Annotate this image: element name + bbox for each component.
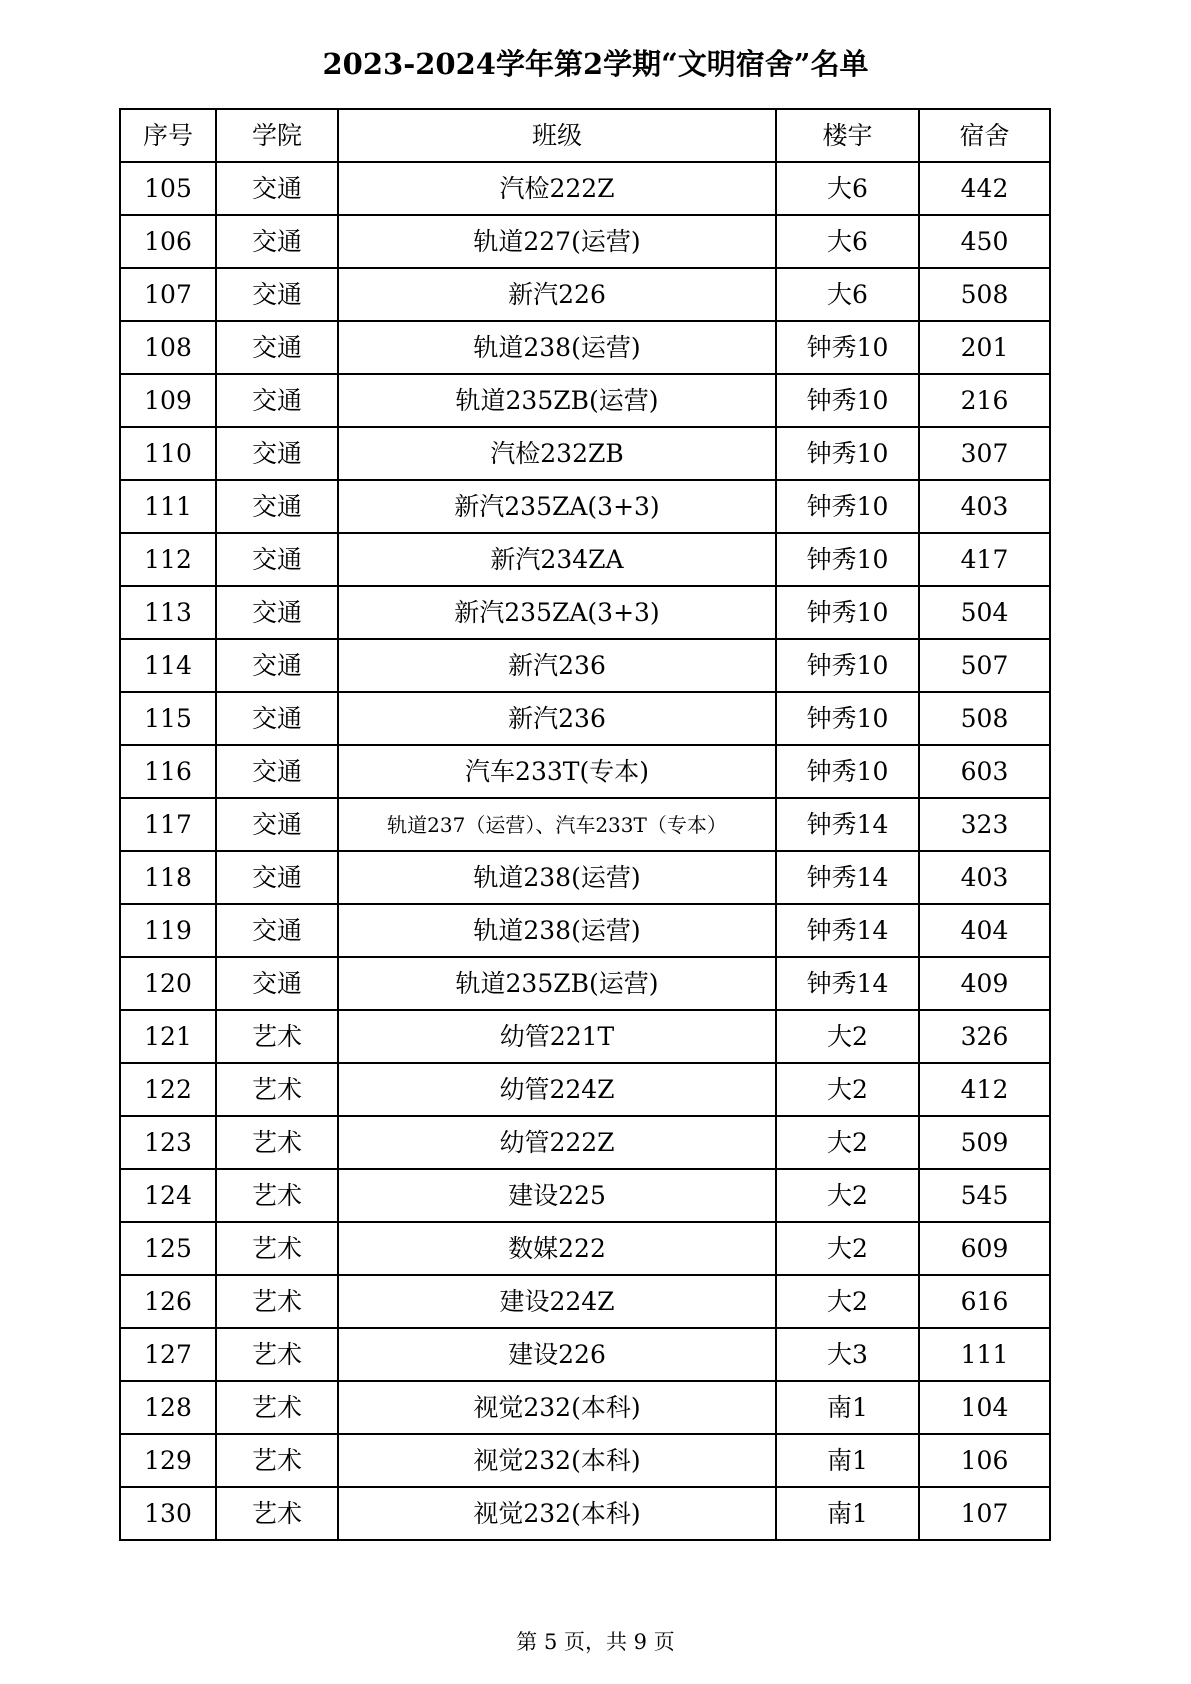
cell-building: 南1 bbox=[776, 1381, 919, 1434]
cell-class: 汽检222Z bbox=[338, 162, 776, 215]
cell-class: 建设226 bbox=[338, 1328, 776, 1381]
table-body bbox=[120, 162, 1050, 1540]
cell-no: 125 bbox=[120, 1222, 216, 1275]
table-row bbox=[120, 215, 1050, 268]
cell-building: 钟秀14 bbox=[776, 957, 919, 1010]
cell-no: 126 bbox=[120, 1275, 216, 1328]
cell-no: 105 bbox=[120, 162, 216, 215]
page-footer: 第 5 页，共 9 页 bbox=[516, 1630, 675, 1654]
cell-college: 交通 bbox=[216, 639, 338, 692]
cell-class: 汽检232ZB bbox=[338, 427, 776, 480]
dormitory-table bbox=[119, 108, 1051, 1541]
cell-room: 104 bbox=[919, 1381, 1050, 1434]
cell-no: 113 bbox=[120, 586, 216, 639]
cell-class: 轨道235ZB(运营) bbox=[338, 957, 776, 1010]
cell-room: 507 bbox=[919, 639, 1050, 692]
cell-no: 111 bbox=[120, 480, 216, 533]
table-row bbox=[120, 533, 1050, 586]
cell-room: 412 bbox=[919, 1063, 1050, 1116]
cell-college: 交通 bbox=[216, 586, 338, 639]
cell-building: 南1 bbox=[776, 1487, 919, 1540]
cell-no: 118 bbox=[120, 851, 216, 904]
table-row bbox=[120, 1063, 1050, 1116]
cell-room: 409 bbox=[919, 957, 1050, 1010]
cell-college: 交通 bbox=[216, 427, 338, 480]
table-row bbox=[120, 268, 1050, 321]
cell-room: 323 bbox=[919, 798, 1050, 851]
cell-room: 417 bbox=[919, 533, 1050, 586]
cell-class: 轨道238(运营) bbox=[338, 851, 776, 904]
cell-class: 新汽236 bbox=[338, 639, 776, 692]
cell-building: 大2 bbox=[776, 1116, 919, 1169]
table-row bbox=[120, 851, 1050, 904]
cell-no: 129 bbox=[120, 1434, 216, 1487]
table-row bbox=[120, 321, 1050, 374]
cell-class: 新汽235ZA(3+3) bbox=[338, 586, 776, 639]
cell-no: 108 bbox=[120, 321, 216, 374]
cell-no: 128 bbox=[120, 1381, 216, 1434]
cell-college: 艺术 bbox=[216, 1222, 338, 1275]
cell-building: 钟秀10 bbox=[776, 427, 919, 480]
cell-building: 大2 bbox=[776, 1222, 919, 1275]
cell-no: 123 bbox=[120, 1116, 216, 1169]
cell-room: 326 bbox=[919, 1010, 1050, 1063]
cell-college: 交通 bbox=[216, 162, 338, 215]
cell-no: 116 bbox=[120, 745, 216, 798]
cell-no: 120 bbox=[120, 957, 216, 1010]
cell-room: 450 bbox=[919, 215, 1050, 268]
table-row bbox=[120, 480, 1050, 533]
cell-college: 交通 bbox=[216, 268, 338, 321]
table-row bbox=[120, 1010, 1050, 1063]
cell-room: 508 bbox=[919, 268, 1050, 321]
cell-no: 112 bbox=[120, 533, 216, 586]
cell-building: 钟秀10 bbox=[776, 745, 919, 798]
table-row bbox=[120, 692, 1050, 745]
cell-room: 509 bbox=[919, 1116, 1050, 1169]
cell-building: 钟秀14 bbox=[776, 851, 919, 904]
cell-class: 视觉232(本科) bbox=[338, 1381, 776, 1434]
cell-room: 545 bbox=[919, 1169, 1050, 1222]
table-row bbox=[120, 1169, 1050, 1222]
cell-college: 艺术 bbox=[216, 1010, 338, 1063]
cell-building: 钟秀10 bbox=[776, 480, 919, 533]
table-row bbox=[120, 1116, 1050, 1169]
table-row bbox=[120, 1222, 1050, 1275]
cell-room: 504 bbox=[919, 586, 1050, 639]
cell-college: 交通 bbox=[216, 798, 338, 851]
cell-college: 交通 bbox=[216, 215, 338, 268]
cell-room: 201 bbox=[919, 321, 1050, 374]
cell-building: 大6 bbox=[776, 162, 919, 215]
cell-college: 交通 bbox=[216, 321, 338, 374]
cell-no: 109 bbox=[120, 374, 216, 427]
cell-no: 121 bbox=[120, 1010, 216, 1063]
table-row bbox=[120, 904, 1050, 957]
cell-class: 轨道237（运营）、汽车233T（专本） bbox=[338, 798, 776, 851]
cell-room: 609 bbox=[919, 1222, 1050, 1275]
cell-room: 442 bbox=[919, 162, 1050, 215]
cell-no: 110 bbox=[120, 427, 216, 480]
header-no: 序号 bbox=[120, 109, 216, 162]
cell-college: 艺术 bbox=[216, 1169, 338, 1222]
cell-class: 视觉232(本科) bbox=[338, 1487, 776, 1540]
cell-building: 钟秀10 bbox=[776, 533, 919, 586]
cell-no: 124 bbox=[120, 1169, 216, 1222]
cell-class: 幼管222Z bbox=[338, 1116, 776, 1169]
cell-class: 幼管224Z bbox=[338, 1063, 776, 1116]
cell-class: 新汽236 bbox=[338, 692, 776, 745]
cell-no: 117 bbox=[120, 798, 216, 851]
cell-class: 轨道227(运营) bbox=[338, 215, 776, 268]
cell-building: 大2 bbox=[776, 1010, 919, 1063]
cell-room: 403 bbox=[919, 851, 1050, 904]
table-row bbox=[120, 162, 1050, 215]
cell-room: 404 bbox=[919, 904, 1050, 957]
cell-no: 127 bbox=[120, 1328, 216, 1381]
table-row bbox=[120, 1434, 1050, 1487]
header-class: 班级 bbox=[338, 109, 776, 162]
cell-college: 交通 bbox=[216, 745, 338, 798]
cell-class: 数媒222 bbox=[338, 1222, 776, 1275]
table-row bbox=[120, 798, 1050, 851]
cell-room: 307 bbox=[919, 427, 1050, 480]
cell-building: 大2 bbox=[776, 1275, 919, 1328]
cell-no: 106 bbox=[120, 215, 216, 268]
cell-building: 大3 bbox=[776, 1328, 919, 1381]
cell-class: 轨道235ZB(运营) bbox=[338, 374, 776, 427]
cell-room: 216 bbox=[919, 374, 1050, 427]
cell-college: 艺术 bbox=[216, 1116, 338, 1169]
cell-room: 111 bbox=[919, 1328, 1050, 1381]
cell-room: 616 bbox=[919, 1275, 1050, 1328]
cell-room: 106 bbox=[919, 1434, 1050, 1487]
cell-building: 大2 bbox=[776, 1169, 919, 1222]
cell-room: 403 bbox=[919, 480, 1050, 533]
cell-class: 建设225 bbox=[338, 1169, 776, 1222]
cell-building: 钟秀14 bbox=[776, 904, 919, 957]
cell-college: 交通 bbox=[216, 957, 338, 1010]
cell-no: 107 bbox=[120, 268, 216, 321]
cell-college: 艺术 bbox=[216, 1381, 338, 1434]
cell-class: 新汽234ZA bbox=[338, 533, 776, 586]
cell-class: 轨道238(运营) bbox=[338, 321, 776, 374]
cell-class: 汽车233T(专本) bbox=[338, 745, 776, 798]
cell-room: 603 bbox=[919, 745, 1050, 798]
cell-class: 视觉232(本科) bbox=[338, 1434, 776, 1487]
cell-building: 钟秀10 bbox=[776, 692, 919, 745]
cell-building: 钟秀10 bbox=[776, 639, 919, 692]
cell-no: 122 bbox=[120, 1063, 216, 1116]
cell-room: 107 bbox=[919, 1487, 1050, 1540]
cell-class: 新汽226 bbox=[338, 268, 776, 321]
cell-college: 艺术 bbox=[216, 1328, 338, 1381]
table-row bbox=[120, 1487, 1050, 1540]
table-row bbox=[120, 1381, 1050, 1434]
header-building: 楼宇 bbox=[776, 109, 919, 162]
cell-college: 交通 bbox=[216, 533, 338, 586]
table-row bbox=[120, 957, 1050, 1010]
cell-building: 大6 bbox=[776, 268, 919, 321]
cell-class: 新汽235ZA(3+3) bbox=[338, 480, 776, 533]
cell-college: 艺术 bbox=[216, 1434, 338, 1487]
cell-college: 艺术 bbox=[216, 1275, 338, 1328]
table-row bbox=[120, 745, 1050, 798]
cell-class: 建设224Z bbox=[338, 1275, 776, 1328]
table-header-row bbox=[120, 109, 1050, 162]
cell-college: 交通 bbox=[216, 851, 338, 904]
cell-class: 幼管221T bbox=[338, 1010, 776, 1063]
cell-no: 115 bbox=[120, 692, 216, 745]
cell-building: 钟秀10 bbox=[776, 321, 919, 374]
table-row bbox=[120, 586, 1050, 639]
cell-college: 艺术 bbox=[216, 1487, 338, 1540]
header-room: 宿舍 bbox=[919, 109, 1050, 162]
table-row bbox=[120, 639, 1050, 692]
cell-building: 钟秀14 bbox=[776, 798, 919, 851]
cell-college: 交通 bbox=[216, 692, 338, 745]
cell-no: 119 bbox=[120, 904, 216, 957]
table-row bbox=[120, 1275, 1050, 1328]
cell-no: 130 bbox=[120, 1487, 216, 1540]
cell-building: 大6 bbox=[776, 215, 919, 268]
table-row bbox=[120, 1328, 1050, 1381]
cell-college: 交通 bbox=[216, 374, 338, 427]
page-title: 2023-2024学年第2学期“文明宿舍”名单 bbox=[322, 47, 869, 81]
cell-building: 钟秀10 bbox=[776, 586, 919, 639]
table-row bbox=[120, 427, 1050, 480]
header-college: 学院 bbox=[216, 109, 338, 162]
cell-college: 交通 bbox=[216, 904, 338, 957]
cell-building: 大2 bbox=[776, 1063, 919, 1116]
cell-room: 508 bbox=[919, 692, 1050, 745]
table-row bbox=[120, 374, 1050, 427]
cell-building: 南1 bbox=[776, 1434, 919, 1487]
cell-building: 钟秀10 bbox=[776, 374, 919, 427]
cell-no: 114 bbox=[120, 639, 216, 692]
cell-college: 艺术 bbox=[216, 1063, 338, 1116]
cell-class: 轨道238(运营) bbox=[338, 904, 776, 957]
cell-college: 交通 bbox=[216, 480, 338, 533]
